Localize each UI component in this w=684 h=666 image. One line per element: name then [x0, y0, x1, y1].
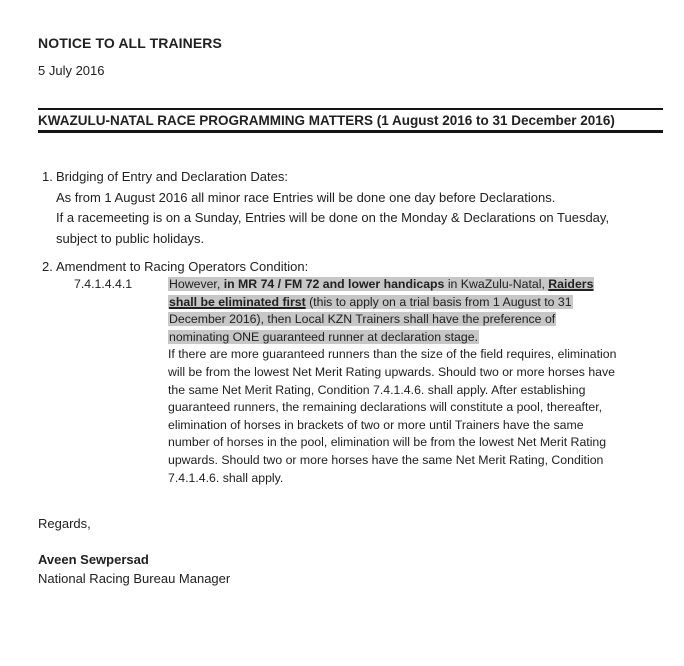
clause-segment: However, [169, 277, 224, 291]
item-1-heading [42, 167, 609, 188]
clause-line: will be from the lowest Net Merit Rating upwards. Should two or more horses have [168, 364, 615, 379]
highlight-line [168, 329, 616, 347]
clause-7-4-1-4-4-1 [74, 276, 616, 487]
clause-line: upwards. Should two or more horses have the same Net Merit Rating, Condition [168, 452, 604, 467]
clause-segment-bold-underline: Raiders [548, 277, 594, 291]
item-2-number: 2. [42, 259, 53, 274]
list-item-amendment [42, 257, 308, 278]
highlight-span: December 2016), then Local KZN Trainers shall have the preference of [169, 312, 556, 327]
paragraph-line: If a racemeeting is on a Sunday, Entries will be done on the Monday & Declarations on Tuesday, [56, 210, 610, 225]
section-heading: KWAZULU-NATAL RACE PROGRAMMING MATTERS (1 August 2016 to 31 December 2016) [38, 108, 663, 133]
item-2-title: Amendment to Racing Operators Condition: [56, 259, 309, 274]
clause-segment: in KwaZulu-Natal, [444, 277, 549, 291]
clause-segment-bold-underline: shall be eliminated first [169, 294, 306, 309]
item-1-title: Bridging of Entry and Declaration Dates: [56, 169, 288, 184]
list-item-bridging [42, 167, 609, 249]
clause-segment: (this to apply on a trial basis from 1 August to 31 [305, 294, 572, 309]
paragraph-line: subject to public holidays. [56, 230, 205, 246]
clause-line: If there are more guaranteed runners than the size of the field requires, elimination [168, 347, 617, 362]
notice-title: NOTICE TO ALL TRAINERS [38, 35, 222, 51]
item-1-number: 1. [42, 169, 53, 184]
highlight-line [168, 311, 616, 329]
clause-number: 7.4.1.4.4.1 [74, 277, 133, 291]
clause-line: the same Net Merit Rating, Condition 7.4.1.4.6. shall apply. After establishing [168, 382, 586, 397]
clause-line: 7.4.1.4.6. shall apply. [168, 470, 284, 485]
signatory-name: Aveen Sewpersad [38, 552, 149, 567]
clause-segment-bold: in MR 74 / FM 72 and lower handicaps [223, 277, 445, 291]
notice-date: 5 July 2016 [38, 63, 105, 78]
signature-block [38, 551, 230, 588]
closing-regards: Regards, [38, 516, 91, 531]
clause-line: elimination of horses in brackets of two or more until Trainers have the same [168, 417, 584, 432]
highlight-span [168, 295, 573, 309]
signatory-role: National Racing Bureau Manager [38, 570, 231, 586]
highlight-line [168, 276, 616, 294]
clause-text [168, 276, 616, 487]
paragraph-line: As from 1 August 2016 all minor race Entries will be done one day before Declarations. [56, 189, 556, 205]
clause-line: guaranteed runners, the remaining declarations will constitute a pool, thereafter, [168, 400, 603, 415]
clause-line: number of horses in the pool, elimination will be from the lowest Net Merit Rating [168, 435, 607, 450]
highlight-span: nominating ONE guaranteed runner at declaration stage. [169, 329, 478, 344]
highlight-line [168, 294, 616, 312]
highlight-span [168, 277, 594, 291]
item-2-heading [42, 257, 308, 278]
item-1-body [56, 188, 609, 250]
